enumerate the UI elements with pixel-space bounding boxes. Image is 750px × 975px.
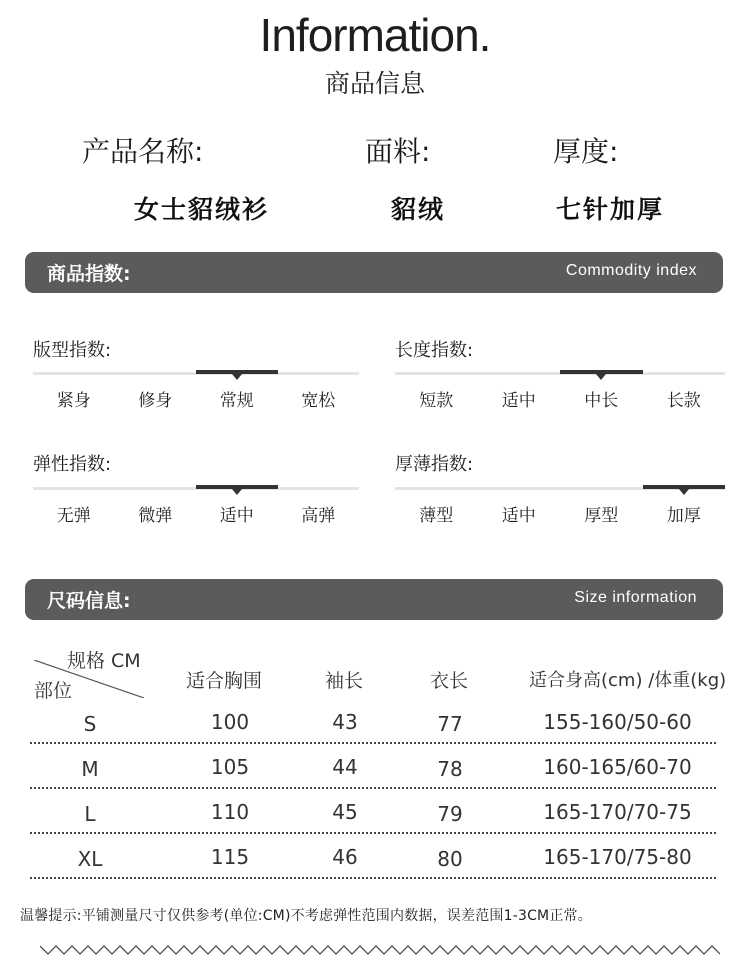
zigzag-divider <box>40 940 720 960</box>
table-header-chest: 适合胸围 <box>186 670 263 692</box>
table-corner-spec: 规格 CM <box>67 650 141 672</box>
index-option: 厚型 <box>584 506 619 526</box>
title-chinese: 商品信息 <box>324 69 425 98</box>
table-cell-fit: 165-170/75-80 <box>543 845 692 869</box>
table-cell-sleeve: 45 <box>332 800 358 824</box>
index-scale-fit <box>33 370 359 410</box>
table-cell-chest: 115 <box>210 845 250 869</box>
row-divider <box>30 877 716 879</box>
size-info-title: 尺码信息: <box>47 590 131 612</box>
table-cell-size: M <box>81 757 99 781</box>
commodity-index-title: 商品指数: <box>47 263 131 285</box>
index-option: 薄型 <box>419 506 454 526</box>
size-info-bar <box>25 579 723 620</box>
index-option: 适中 <box>219 506 254 526</box>
index-option: 紧身 <box>56 391 91 411</box>
row-divider <box>30 832 716 834</box>
row-divider <box>30 742 716 744</box>
index-scale-elasticity <box>33 485 359 525</box>
size-info-subtitle: Size information <box>574 589 697 606</box>
index-option: 适中 <box>501 391 536 411</box>
commodity-index-bar <box>25 252 723 293</box>
table-cell-chest: 105 <box>210 755 250 779</box>
table-cell-fit: 165-170/70-75 <box>543 800 692 824</box>
measurement-note: 温馨提示:平铺测量尺寸仅供参考(单位:CM)不考虑弹性范围内数据，误差范围1-3CM正常。 <box>20 908 592 924</box>
table-header-length: 衣长 <box>430 670 469 692</box>
index-option: 微弹 <box>138 506 173 526</box>
table-cell-size: XL <box>77 847 103 871</box>
index-scale-thickness <box>395 485 725 525</box>
index-option: 加厚 <box>666 506 701 526</box>
table-cell-size: L <box>84 802 96 826</box>
table-cell-length: 80 <box>437 847 463 871</box>
table-cell-size: S <box>83 712 97 736</box>
thickness-value: 七针加厚 <box>556 195 665 224</box>
table-cell-length: 78 <box>437 757 463 781</box>
table-cell-fit: 160-165/60-70 <box>543 755 692 779</box>
index-option: 长款 <box>666 391 701 411</box>
index-option: 高弹 <box>301 506 336 526</box>
index-label-length: 长度指数: <box>395 340 474 361</box>
row-divider <box>30 787 716 789</box>
table-cell-fit: 155-160/50-60 <box>543 710 692 734</box>
table-cell-chest: 110 <box>210 800 250 824</box>
table-cell-sleeve: 43 <box>332 710 358 734</box>
product-name-label: 产品名称: <box>82 135 204 168</box>
index-option: 短款 <box>419 391 454 411</box>
table-cell-length: 77 <box>437 712 463 736</box>
table-header-sleeve: 袖长 <box>325 670 364 692</box>
index-option: 修身 <box>138 391 173 411</box>
fabric-label: 面料: <box>365 135 431 168</box>
table-cell-sleeve: 44 <box>332 755 358 779</box>
table-cell-length: 79 <box>437 802 463 826</box>
index-scale-length <box>395 370 725 410</box>
index-label-elasticity: 弹性指数: <box>33 454 112 475</box>
table-cell-chest: 100 <box>210 710 250 734</box>
title-english: Information. <box>259 9 491 61</box>
index-option: 适中 <box>501 506 536 526</box>
commodity-index-subtitle: Commodity index <box>565 262 697 279</box>
table-corner-part: 部位 <box>34 680 73 702</box>
product-name-value: 女士貂绒衫 <box>134 195 270 224</box>
index-label-thickness: 厚薄指数: <box>395 454 474 475</box>
table-header-fit: 适合身高(cm) /体重(kg) <box>529 670 727 691</box>
index-option: 常规 <box>219 391 254 411</box>
fabric-value: 貂绒 <box>391 195 446 224</box>
index-option: 宽松 <box>301 391 336 411</box>
index-option: 中长 <box>584 391 619 411</box>
table-cell-sleeve: 46 <box>332 845 358 869</box>
index-label-fit: 版型指数: <box>33 340 112 361</box>
index-option: 无弹 <box>56 506 91 526</box>
thickness-label: 厚度: <box>553 135 619 168</box>
